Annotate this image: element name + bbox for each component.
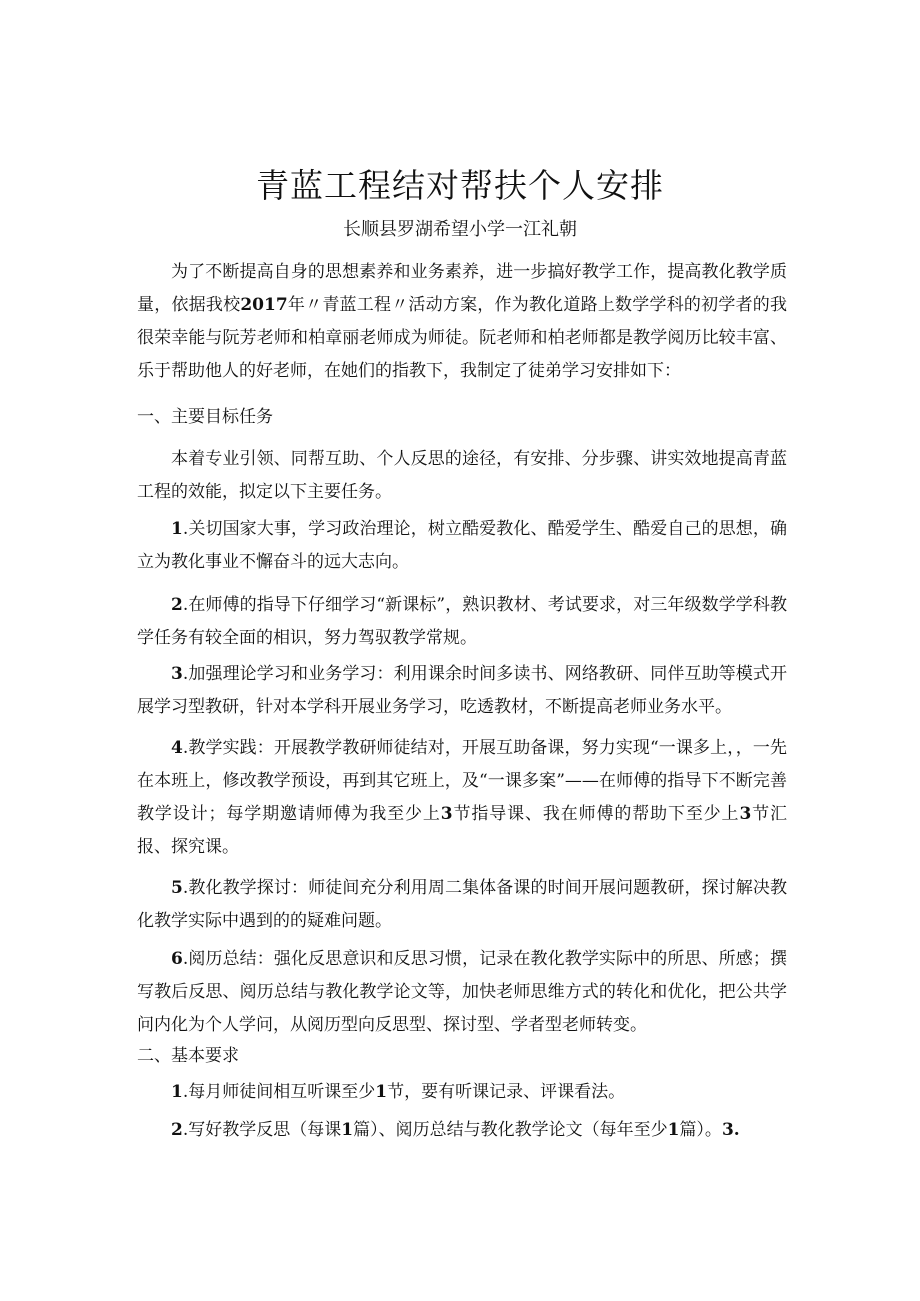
section-1-item-4 xyxy=(137,732,787,864)
section-1-item-5 xyxy=(137,872,787,938)
list-item: 1.关切国家大事，学习政治理论，树立酷爱教化、酷爱学生、酷爱自己的思想，确立为教化事业不懈奋斗的远大志向。 xyxy=(137,519,787,572)
author-line: 长顺县罗湖希望小学一江礼朝 xyxy=(343,219,577,240)
section-1-intro: 本着专业引领、同帮互助、个人反思的途径，有安排、分步骤、讲实效地提高青蓝工程的效能，拟定以下主要任务。 xyxy=(137,449,787,502)
list-item: 5.教化教学探讨：师徒间充分利用周二集体备课的时间开展问题教研，探讨解决教化教学实际中遇到的的疑难问题。 xyxy=(137,878,787,931)
section-2-item-1 xyxy=(137,1076,787,1109)
section-2-item-2 xyxy=(137,1114,787,1147)
section-1-heading: 一、主要目标任务 xyxy=(137,407,273,427)
section-2 xyxy=(137,1040,787,1073)
list-item: 2.在师傅的指导下仔细学习“新课标”，熟识教材、考试要求，对三年级数学学科教学任务有较全面的相识，努力驾驭教学常规。 xyxy=(137,595,787,648)
section-1 xyxy=(137,401,787,434)
section-1-item-1 xyxy=(137,513,787,579)
intro-block xyxy=(137,256,787,388)
section-1-intro-block xyxy=(137,443,787,509)
list-item: 4.教学实践：开展教学教研师徒结对，开展互助备课，努力实现“一课多上，，一先在本班上，修改教学预设，再到其它班上，及“一课多案”——在师傅的指导下不断完善教学设计；每学期邀请师傅为我至少上3节指导课、我在师傅的帮助下至少上3节汇报、探究课。 xyxy=(137,738,788,857)
section-1-item-2 xyxy=(137,589,787,655)
section-1-item-3 xyxy=(137,658,787,724)
list-item: 2.写好教学反思（每课1篇）、阅历总结与教化教学论文（每年至少1篇）。3. xyxy=(171,1120,740,1140)
list-item: 3.加强理论学习和业务学习：利用课余时间多读书、网络教研、同伴互助等模式开展学习型教研，针对本学科开展业务学习，吃透教材，不断提高老师业务水平。 xyxy=(137,664,787,717)
section-1-item-6 xyxy=(137,943,787,1042)
section-2-heading: 二、基本要求 xyxy=(137,1046,239,1066)
list-item: 6.阅历总结：强化反思意识和反思习惯，记录在教化教学实际中的所思、所感；撰写教后反思、阅历总结与教化教学论文等，加快老师思维方式的转化和优化，把公共学问内化为个人学问，从阅历型向反思型、探讨型、学者型老师转变。 xyxy=(137,949,787,1035)
intro-paragraph: 为了不断提高自身的思想素养和业务素养，进一步搞好教学工作，提高教化教学质量，依据我校2017年〃青蓝工程〃活动方案，作为教化道路上数学学科的初学者的我很荣幸能与阮芳老师和柏章丽老师成为师徒。阮老师和柏老师都是教学阅历比较丰富、乐于帮助他人的好老师，在她们的指教下，我制定了徒弟学习安排如下： xyxy=(137,262,788,381)
document-title: 青蓝工程结对帮扶个人安排 xyxy=(256,166,664,205)
list-item: 1.每月师徒间相互听课至少1节，要有听课记录、评课看法。 xyxy=(171,1082,626,1102)
